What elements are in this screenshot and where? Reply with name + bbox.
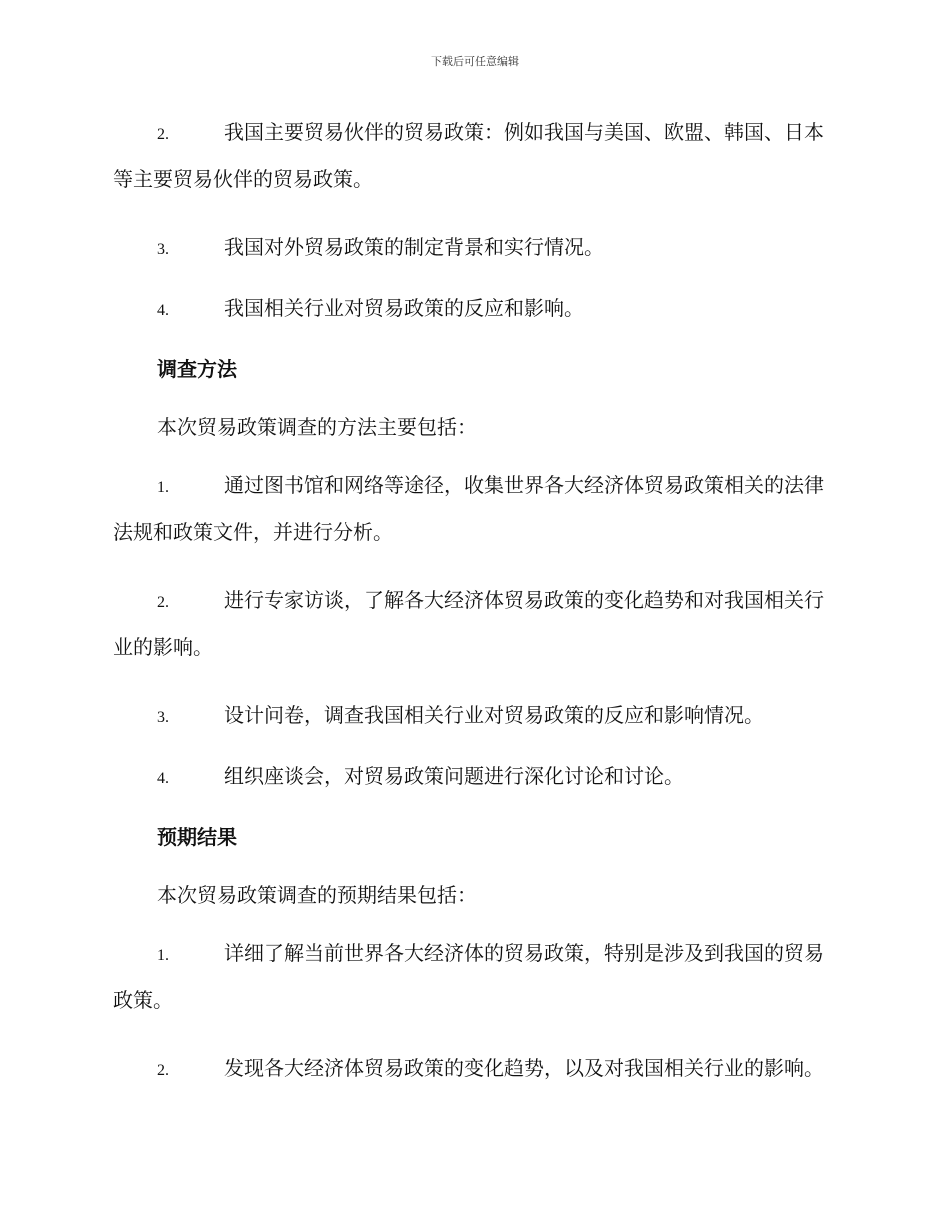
section-intro: 本次贸易政策调查的预期结果包括： xyxy=(157,883,477,907)
list-text: 发现各大经济体贸易政策的变化趋势，以及对我国相关行业的影响。 xyxy=(224,1056,824,1080)
list-text: 我国主要贸易伙伴的贸易政策：例如我国与美国、欧盟、韩国、日本等主要贸易伙伴的贸易政策。 xyxy=(113,120,824,191)
list-number: 1. xyxy=(157,479,169,496)
list-text: 进行专家访谈，了解各大经济体贸易政策的变化趋势和对我国相关行业的影响。 xyxy=(113,588,824,659)
list-text: 详细了解当前世界各大经济体的贸易政策，特别是涉及到我国的贸易政策。 xyxy=(113,941,824,1012)
list-text: 通过图书馆和网络等途径，收集世界各大经济体贸易政策相关的法律法规和政策文件，并进行分析。 xyxy=(113,473,824,544)
list-item xyxy=(113,754,838,801)
list-item xyxy=(113,693,838,740)
list-number: 2. xyxy=(157,1062,169,1079)
list-number: 2. xyxy=(157,594,169,611)
section-heading: 预期结果 xyxy=(157,825,237,849)
list-text: 组织座谈会，对贸易政策问题进行深化讨论和讨论。 xyxy=(224,764,684,788)
section-intro: 本次贸易政策调查的方法主要包括： xyxy=(157,415,477,439)
list-text: 我国相关行业对贸易政策的反应和影响。 xyxy=(224,296,584,320)
list-number: 3. xyxy=(157,241,169,258)
list-item xyxy=(113,225,838,272)
list-item xyxy=(113,931,838,1022)
list-item xyxy=(113,1046,838,1093)
page-header: 下载后可任意编辑 xyxy=(431,55,519,68)
list-text: 我国对外贸易政策的制定背景和实行情况。 xyxy=(224,235,604,259)
list-item xyxy=(113,578,838,669)
document-body xyxy=(113,110,838,1117)
list-number: 2. xyxy=(157,126,169,143)
list-item xyxy=(113,463,838,554)
section-heading: 调查方法 xyxy=(157,357,237,381)
list-text: 设计问卷，调查我国相关行业对贸易政策的反应和影响情况。 xyxy=(224,703,764,727)
list-number: 4. xyxy=(157,770,169,787)
list-item xyxy=(113,110,838,201)
list-number: 3. xyxy=(157,709,169,726)
list-item xyxy=(113,286,838,333)
list-number: 4. xyxy=(157,302,169,319)
list-number: 1. xyxy=(157,947,169,964)
